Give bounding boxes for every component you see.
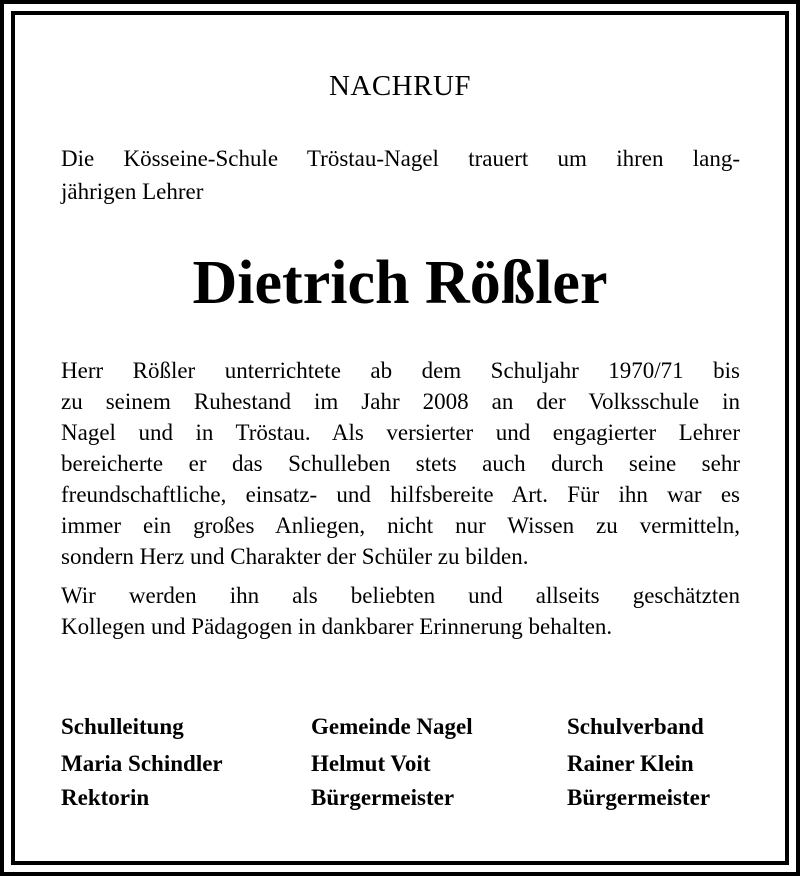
paragraph-1 bbox=[61, 355, 740, 572]
deceased-name: Dietrich Rößler bbox=[192, 249, 608, 317]
text-line: freundschaftliche, einsatz- und hilfsbereite Art. Für ihn war es bbox=[61, 482, 740, 507]
intro-line: Die Kösseine-Schule Tröstau-Nagel trauert um ihren lang- bbox=[61, 146, 740, 171]
text-line: bereicherte er das Schulleben stets auch durch seine sehr bbox=[61, 451, 740, 476]
text-line: sondern Herz und Charakter der Schüler zu bilden. bbox=[61, 544, 529, 569]
notice-title: NACHRUF bbox=[328, 70, 472, 102]
signature-name: Helmut Voit bbox=[311, 751, 431, 776]
text-line: Kollegen und Pädagogen in dankbarer Erinnerung behalten. bbox=[61, 614, 613, 639]
signature-role: Rektorin bbox=[61, 785, 150, 810]
body-text bbox=[61, 355, 740, 650]
intro-text bbox=[61, 142, 740, 208]
signature-org: Schulleitung bbox=[61, 714, 184, 739]
signature-block-school-association bbox=[567, 706, 710, 815]
text-line: immer ein großes Anliegen, nicht nur Wissen zu vermitteln, bbox=[61, 513, 740, 538]
signature-name: Maria Schindler bbox=[61, 751, 223, 776]
signature-org: Gemeinde Nagel bbox=[311, 714, 473, 739]
text-line: Herr Rößler unterrichtete ab dem Schuljahr 1970/71 bis bbox=[61, 358, 740, 383]
signature-org: Schulverband bbox=[567, 714, 704, 739]
signature-name: Rainer Klein bbox=[567, 751, 694, 776]
text-line: zu seinem Ruhestand im Jahr 2008 an der Volksschule in bbox=[61, 389, 740, 414]
signature-block-school bbox=[61, 706, 223, 815]
text-line: Nagel und in Tröstau. Als versierter und engagierter Lehrer bbox=[61, 420, 740, 445]
paragraph-2 bbox=[61, 580, 740, 642]
text-line: Wir werden ihn als beliebten und allseits geschätzten bbox=[61, 583, 740, 608]
intro-line: jährigen Lehrer bbox=[61, 179, 204, 204]
signature-block-municipality bbox=[311, 706, 473, 815]
signature-role: Bürgermeister bbox=[311, 785, 455, 810]
signature-role: Bürgermeister bbox=[567, 785, 711, 810]
